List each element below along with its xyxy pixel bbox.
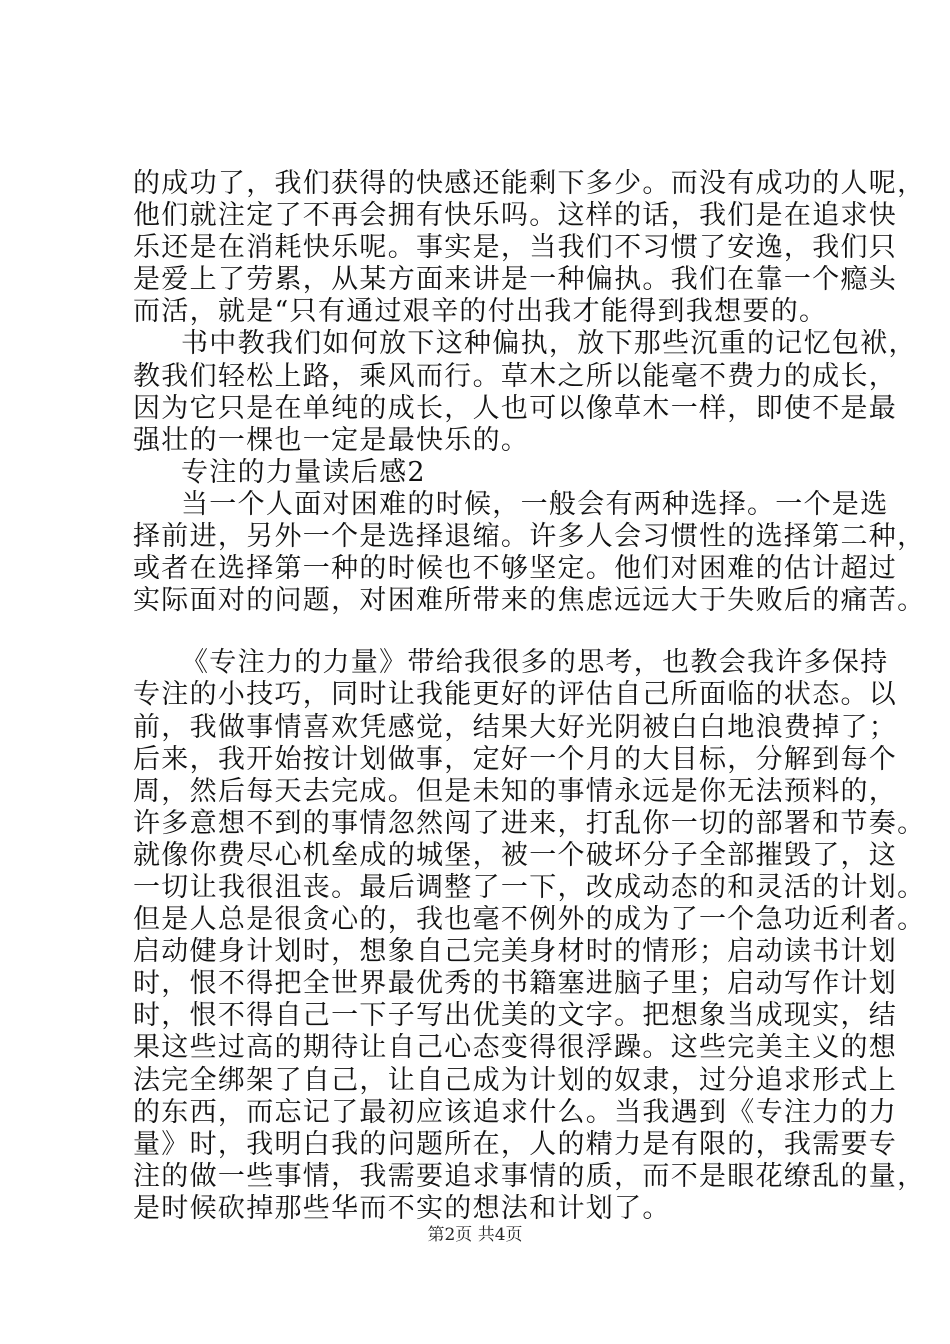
text-line: 就像你费尽心机垒成的城堡，被一个破坏分子全部摧毁了，这	[133, 839, 898, 871]
text-line: 择前进，另外一个是选择退缩。许多人会习惯性的选择第二种，	[133, 521, 926, 553]
text-line: 专注的小技巧，同时让我能更好的评估自己所面临的状态。以	[133, 679, 898, 711]
text-line: 而活，就是“只有通过艰辛的付出我才能得到我想要的。	[133, 296, 828, 328]
text-line: 专注的力量读后感2	[181, 456, 426, 488]
document-body	[133, 168, 926, 1225]
text-line: 后来，我开始按计划做事，定好一个月的大目标，分解到每个	[133, 743, 898, 775]
text-line: 是爱上了劳累，从某方面来讲是一种偏执。我们在靠一个瘾头	[133, 264, 898, 296]
text-line: 《专注力的力量》带给我很多的思考，也教会我许多保持	[181, 647, 889, 679]
text-line: 或者在选择第一种的时候也不够坚定。他们对困难的估计超过	[133, 553, 898, 585]
text-line: 一切让我很沮丧。最后调整了一下，改成动态的和灵活的计划。	[133, 871, 926, 903]
text-line: 前，我做事情喜欢凭感觉，结果大好光阴被白白地浪费掉了；	[133, 711, 898, 743]
text-line: 果这些过高的期待让自己心态变得很浮躁。这些完美主义的想	[133, 1032, 898, 1064]
text-line: 的成功了，我们获得的快感还能剩下多少。而没有成功的人呢，	[133, 168, 926, 199]
text-line: 强壮的一棵也一定是最快乐的。	[133, 424, 530, 456]
text-line: 教我们轻松上路，乘风而行。草木之所以能毫不费力的成长，	[133, 360, 898, 392]
paragraph-gap	[133, 617, 833, 647]
text-line: 量》时，我明白我的问题所在，人的精力是有限的，我需要专	[133, 1128, 898, 1160]
text-line: 因为它只是在单纯的成长，人也可以像草木一样，即使不是最	[133, 392, 898, 424]
text-line: 时，恨不得自己一下子写出优美的文字。把想象当成现实，结	[133, 1000, 898, 1032]
text-line: 书中教我们如何放下这种偏执，放下那些沉重的记忆包袱，	[181, 328, 917, 360]
text-line: 实际面对的问题，对困难所带来的焦虑远远大于失败后的痛苦。	[133, 585, 926, 617]
text-line: 是时候砍掉那些华而不实的想法和计划了。	[133, 1192, 671, 1224]
text-line: 法完全绑架了自己，让自己成为计划的奴隶，过分追求形式上	[133, 1064, 898, 1096]
text-line: 时，恨不得把全世界最优秀的书籍塞进脑子里；启动写作计划	[133, 968, 898, 1000]
text-line: 启动健身计划时，想象自己完美身材时的情形；启动读书计划	[133, 936, 898, 968]
text-line: 但是人总是很贪心的，我也毫不例外的成为了一个急功近利者。	[133, 904, 926, 936]
text-line: 周，然后每天去完成。但是未知的事情永远是你无法预料的，	[133, 775, 898, 807]
text-line: 乐还是在消耗快乐呢。事实是，当我们不习惯了安逸，我们只	[133, 232, 898, 264]
text-line: 许多意想不到的事情忽然闯了进来，打乱你一切的部署和节奏。	[133, 807, 926, 839]
text-line: 他们就注定了不再会拥有快乐吗。这样的话，我们是在追求快	[133, 200, 898, 232]
text-line: 的东西，而忘记了最初应该追求什么。当我遇到《专注力的力	[133, 1096, 898, 1128]
text-line: 当一个人面对困难的时候，一般会有两种选择。一个是选	[181, 488, 889, 520]
page-footer: 第2页 共4页	[427, 1225, 523, 1245]
text-line: 注的做一些事情，我需要追求事情的质，而不是眼花缭乱的量，	[133, 1160, 926, 1192]
